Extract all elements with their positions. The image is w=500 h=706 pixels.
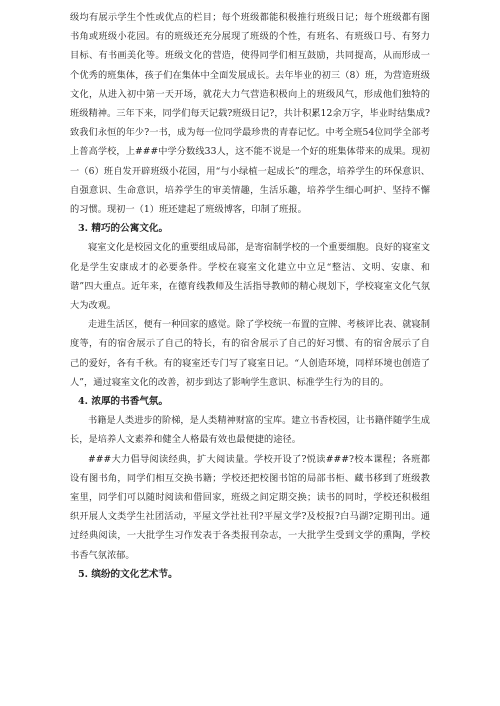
document-page <box>70 8 430 584</box>
section-heading-reading-atmosphere: 4. 浓厚的书香气氛。 <box>78 396 169 408</box>
paragraph-dormitory-culture: 寝室文化是校园文化的重要组成局部，是寄宿制学校的一个重要细胞。良好的寝室文化是学生安康成才的必要条件。学校在寝室文化建立中立足“整洁、文明、安康、和谐”四大重点。近年来，在德育线教师及生活指导教师的精心规划下，学校寝室文化气氛大为改观。 <box>70 242 430 312</box>
paragraph-books-ladder: 书籍是人类进步的阶梯，是人类精神财富的宝库。建立书香校园，让书籍伴随学生成长，是培养人文素养和健全人格最有效也最便捷的途径。 <box>70 415 430 446</box>
paragraph-classic-reading: ###大力倡导阅读经典，扩大阅读量。学校开设了?悦读###?校本课程；各班都设有图书角，同学们相互交换书籍；学校还把校图书馆的局部书柜、藏书移到了班级教室里，同学们可以随时阅读和借回家，班级之间定期交换；读书的同时，学校还积极组织开展人文类学生社团活动，平屋文学社社刊?平屋文学?及校报?白马湖?定期刊出。通过经典阅读，一大批学生习作发表于各类报刊杂志，一大批学生受到文学的熏陶，学校书香气氛浓郁。 <box>70 453 430 561</box>
paragraph-living-area: 走进生活区，便有一种回家的感觉。除了学校统一布置的宣牌、考核评比表、就寝制度等，有的宿舍展示了自己的特长，有的宿舍展示了自己的好习惯、有的宿舍展示了自己的爱好，各有千秋。有的寝室还专门写了寝室日记。“人创造环境，同样环境也创造了人”，通过寝室文化的改善，初步到达了影响学生意识、标准学生行为的目的。 <box>70 319 430 388</box>
section-heading-dormitory-culture: 3. 精巧的公寓文化。 <box>78 223 169 235</box>
section-heading-arts-festival: 5. 缤纷的文化艺术节。 <box>78 568 178 580</box>
paragraph-class-culture: 级均有展示学生个性或优点的栏目；每个班级都能积极推行班级日记；每个班级都有图书角或班级小花园。有的班级还充分展现了班级的个性，有班名、有班级口号、有努力目标、有书画美化等。班级文化的营造，使得同学们相互鼓励，共同提高，从而形成一个优秀的班集体，孩子们在集体中全面发展成长。去年毕业的初三（8）班，为营造班级文化，从进入初中第一天开场，就花大力气营造积极向上的班级风气，形成他们独特的班级精神。三年下来，同学们每天记载?班级日记?，共计积累12余万字，毕业时结集成?致我们永恒的年少?一书，成为每一位同学最珍贵的青春记忆。中考全班54位同学全部考上普高学校，上###中学分数线33人，这不能不说是一个好的班集体带来的成果。现初一（6）班自发开辟班级小花园，用“与小绿植一起成长”的理念，培养学生的环保意识、自强意识、生命意识，培养学生的审美情趣，生活乐趣，培养学生细心呵护、坚持不懈的习惯。现初一（1）班还建起了班级博客，印制了班报。 <box>70 12 430 216</box>
